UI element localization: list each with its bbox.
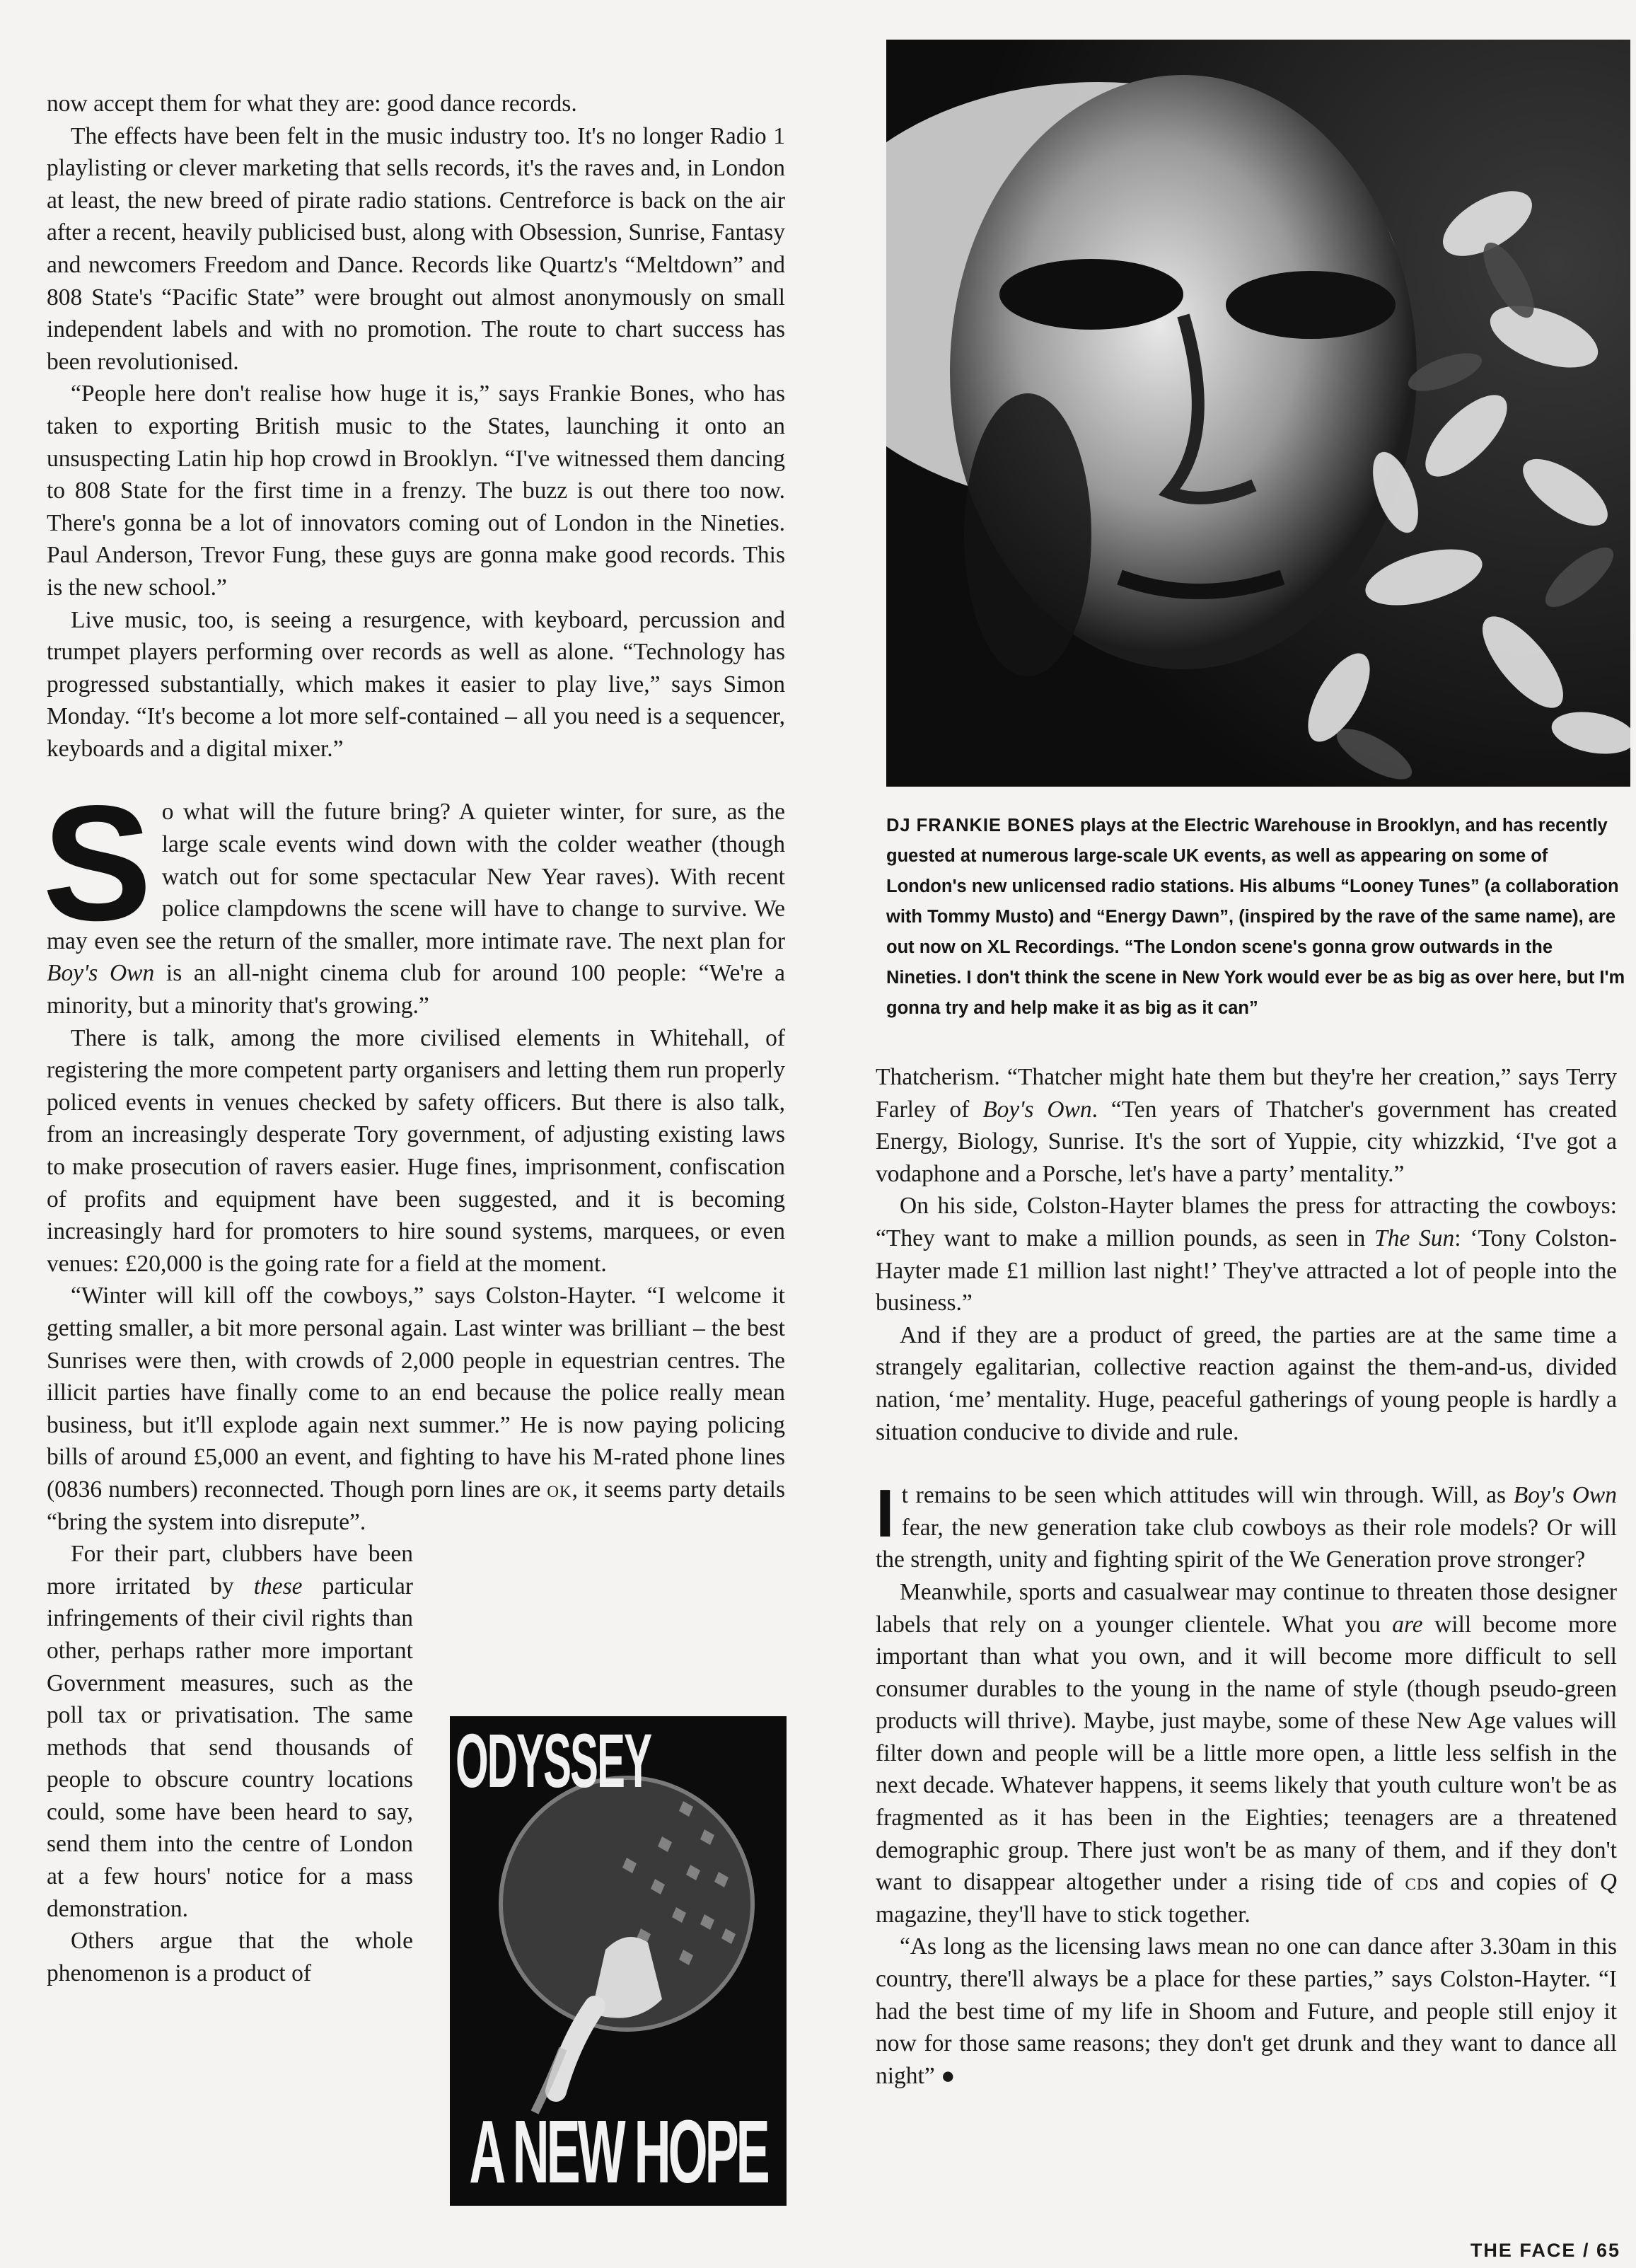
text-run: Thatcherism. “Thatcher might hate them but they're her creation,” says Terry Farley of bbox=[876, 1064, 1617, 1123]
paragraph: now accept them for what they are: good dance records. bbox=[47, 91, 577, 117]
text-run: will become more important than what you own, and it will become more difficult to sell consumer durables to the young in the name of style (though pseudo-green products will thrive). Maybe, just maybe, some of these New Age values will filter down and people will be a little more open, a little less selfish in the next decade. Whatever happens, it seems likely that youth culture won't be as fragmented as it has been in the Eighties; teenagers are a threatened demographic group. There just won't be as many of them, and if they don't want to disappear altogether under a rising tide of bbox=[876, 1611, 1617, 1896]
text-run: , it seems party details “bring the system into disrepute”. bbox=[47, 1476, 786, 1535]
text-run: t remains to be seen which attitudes will win through. Will, as bbox=[901, 1482, 1514, 1509]
paragraph-with-dropcap bbox=[876, 1476, 1617, 1576]
album-cover-odyssey bbox=[450, 1716, 787, 2206]
caption-text: plays at the Electric Warehouse in Brooklyn, and has recently guested at numerous large-scale UK events, as well as appearing on some of London's new unlicensed radio stations. His albums “Looney Tunes” (a collaboration with Tommy Musto) and “Energy Dawn”, (inspired by the rave of the same name), are out now on XL Recordings. “The London scene's gonna grow outwards in the Nineties. I don't think the scene in New York would ever be as big as over here, but I'm gonna try and help make it as big as it can” bbox=[886, 816, 1625, 1018]
photo-frankie-bones bbox=[886, 40, 1630, 787]
text-run: particular infringements of their civil rights than other, perhaps rather more important Government measures, such as the poll tax or privatisation. The same methods that send thousands of people to obscure country locations could, some have been heard to say, send them into the centre of London at a few hours' notice for a mass demonstration. bbox=[47, 1573, 413, 1922]
photo-caption bbox=[886, 811, 1630, 1024]
paragraph: Others argue that the whole phenomenon is a product of bbox=[47, 1928, 413, 1986]
right-article-column bbox=[876, 1061, 1617, 2092]
paragraph: “People here don't realise how huge it is,” says Frankie Bones, who has taken to exporting British music to the States, launching it onto an unsuspecting Latin hip hop crowd in Brooklyn. “I've witnessed them dancing to 808 State for the first time in a frenzy. The buzz is out there too now. There's gonna be a lot of innovators coming out of London in the Nineties. Paul Anderson, Trevor Fung, these guys are gonna make good records. This is the new school.” bbox=[47, 381, 785, 601]
end-mark-icon: ● bbox=[941, 2062, 956, 2089]
small-caps-text: cd bbox=[1405, 1869, 1429, 1896]
paragraph bbox=[876, 1576, 1617, 1931]
page-footer bbox=[1470, 2240, 1620, 2262]
text-run: Meanwhile, sports and casualwear may continue to threaten those designer labels that rely on a younger clientele. What you bbox=[876, 1578, 1617, 1638]
dropcap-letter: S bbox=[42, 772, 152, 956]
paragraph bbox=[47, 1280, 785, 1538]
text-run: On his side, Colston-Hayter blames the press for attracting the cowboys: “They want to make a million pounds, as seen in bbox=[876, 1193, 1617, 1251]
italic-text: Boy's Own bbox=[1513, 1482, 1617, 1509]
text-run: o what will the future bring? A quieter winter, for sure, as the large scale events wind down with the colder weather (though watch out for some spectacular New Year raves). With recent police clampdowns the scene will have to change to survive. We may even see the return of the smaller, more intimate rave. The next plan for bbox=[47, 799, 785, 954]
paragraph bbox=[876, 1931, 1617, 2092]
small-caps-text: ok bbox=[547, 1476, 572, 1503]
text-run: is an all-night cinema club for around 100 people: “We're a minority, but a minority that's growing.” bbox=[47, 960, 785, 1019]
portrait-illustration bbox=[886, 40, 1630, 787]
dropcap-letter: I bbox=[876, 1476, 895, 1552]
left-article-column bbox=[42, 88, 786, 1989]
paragraph: Live music, too, is seeing a resurgence, with keyboard, percussion and trumpet players performing over records as well as alone. “Technology has progressed substantially, which makes it easier to play live,” says Simon Monday. “It's become a lot more self-contained – all you need is a sequencer, keyboards and a digital mixer.” bbox=[47, 606, 785, 762]
italic-text: Boy's Own bbox=[982, 1096, 1092, 1123]
caption-name: DJ FRANKIE BONES bbox=[886, 816, 1075, 835]
paragraph bbox=[47, 1538, 413, 1925]
magazine-name: THE FACE bbox=[1470, 2240, 1577, 2261]
paragraph-with-dropcap bbox=[42, 772, 785, 1022]
text-run: For their part, clubbers have been more irritated by bbox=[47, 1541, 413, 1599]
italic-text: these bbox=[253, 1573, 303, 1599]
text-run: magazine, they'll have to stick together. bbox=[876, 1901, 1251, 1928]
paragraph bbox=[876, 1190, 1617, 1319]
paragraph: The effects have been felt in the music industry too. It's no longer Radio 1 playlisting or clever marketing that sells records, it's the raves and, in London at least, the new breed of pirate radio stations. Centreforce is back on the air after a recent, heavily publicised bust, along with Obsession, Sunrise, Fantasy and newcomers Freedom and Dance. Records like Quartz's “Meltdown” and 808 State's “Pacific State” were brought out almost anonymously on small independent labels and with no promotion. The route to chart success has been revolutionised. bbox=[47, 122, 785, 375]
folio-separator: / bbox=[1576, 2240, 1596, 2261]
cover-title-top: ODYSSEY bbox=[456, 1718, 651, 1804]
italic-text: Boy's Own bbox=[47, 960, 155, 987]
paragraph bbox=[876, 1061, 1617, 1190]
italic-text: The Sun bbox=[1374, 1225, 1455, 1251]
italic-text: Q bbox=[1599, 1869, 1617, 1896]
text-run: “Winter will kill off the cowboys,” says Colston-Hayter. “I welcome it getting smaller, a bit more personal again. Last winter was brilliant – the best Sunrises were then, with crowds of 2,000 people in equestrian centres. The illicit parties have finally come to an end because the police really mean business, but it'll explode again next summer.” He is now paying policing bills of around £5,000 an event, and fighting to have his M-rated phone lines (0836 numbers) reconnected. Though porn lines are bbox=[47, 1283, 785, 1503]
paragraph: And if they are a product of greed, the parties are at the same time a strangely egalitarian, collective reaction against the them-and-us, divided nation, ‘me’ mentality. Huge, peaceful gatherings of young people is hardly a situation conducive to divide and rule. bbox=[876, 1321, 1617, 1445]
text-run: “As long as the licensing laws mean no one can dance after 3.30am in this country, there'll always be a place for these parties,” says Colston-Hayter. “I had the best time of my life in Shoom and Future, and people still enjoy it now for those same reasons; they don't get drunk and they want to dance all night” bbox=[876, 1933, 1617, 2089]
text-run: . “Ten years of Thatcher's government has created Energy, Biology, Sunrise. It's the sort of Yuppie, city whizzkid, ‘I've got a vodaphone and a Porsche, let's have a party’ mentality.” bbox=[876, 1096, 1617, 1187]
paragraph: There is talk, among the more civilised elements in Whitehall, of registering the more competent party organisers and letting them run properly policed events in venues checked by safety officers. But there is also talk, from an increasingly desperate Tory government, of adjusting existing laws to make prosecution of ravers easier. Huge fines, imprisonment, confiscation of profits and equipment have been suggested, and it is becoming increasingly hard for promoters to hire sound systems, marquees, or even venues: £20,000 is the going rate for a field at the moment. bbox=[47, 1024, 785, 1277]
cover-title-bottom: A NEW HOPE bbox=[469, 2103, 767, 2202]
italic-text: are bbox=[1392, 1611, 1423, 1638]
text-run: s and copies of bbox=[1429, 1869, 1600, 1896]
text-run: fear, the new generation take club cowboys as their role models? Or will the strength, unity and fighting spirit of the We Generation prove stronger? bbox=[876, 1514, 1617, 1573]
page-number: 65 bbox=[1596, 2240, 1620, 2261]
text-run: : ‘Tony Colston-Hayter made £1 million last night!’ They've attracted a lot of people into the business.” bbox=[876, 1225, 1617, 1317]
